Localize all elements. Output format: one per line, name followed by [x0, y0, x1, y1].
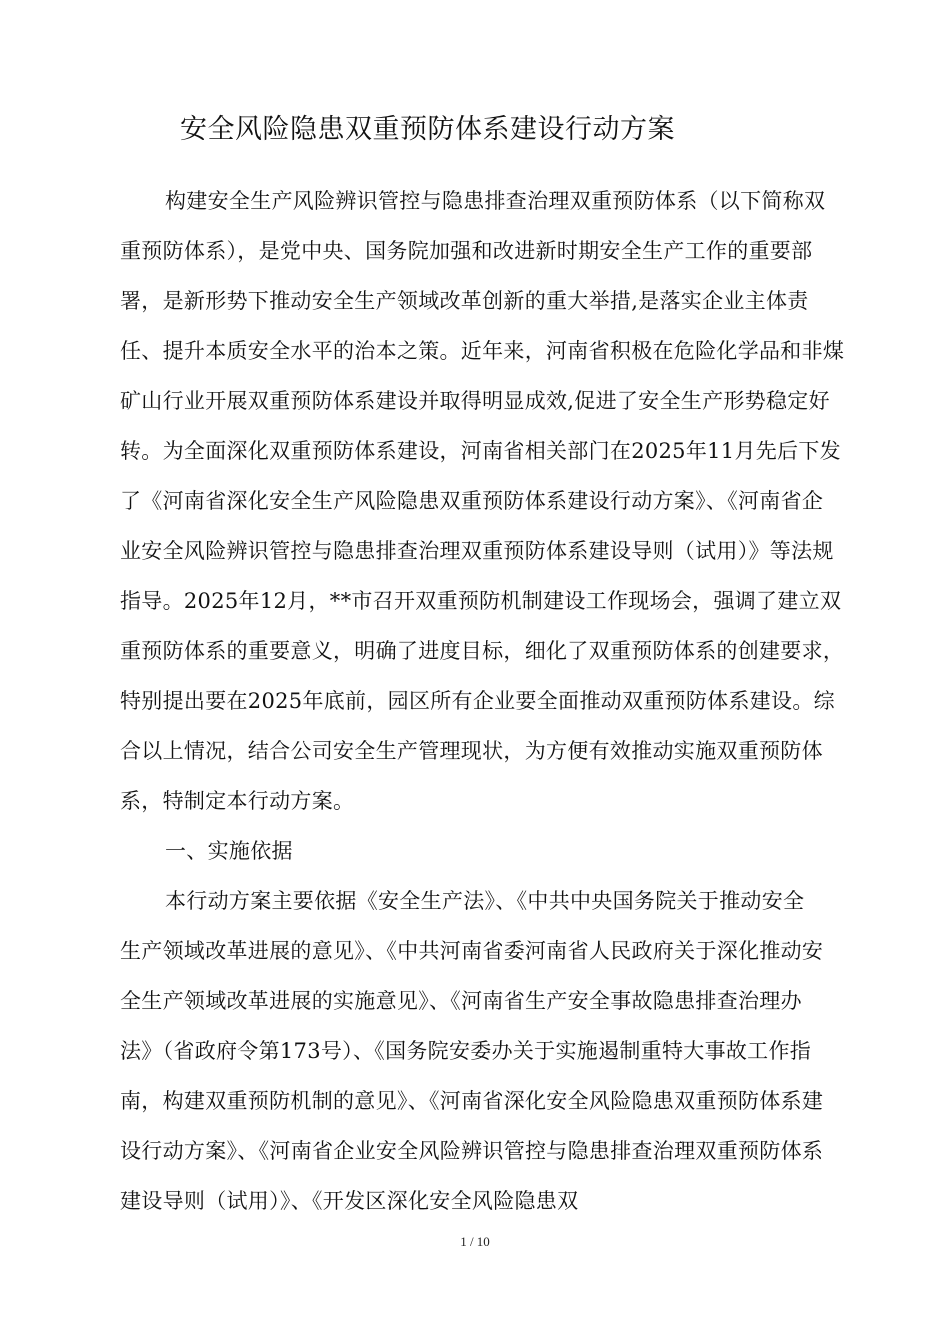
paragraph-line: 建设导则（试用）》、《开发区深化安全风险隐患双	[120, 1189, 579, 1213]
paragraph-line: 南，构建双重预防机制的意见》、《河南省深化安全风险隐患双重预防体系建	[120, 1089, 824, 1113]
section-heading: 一、实施依据	[165, 839, 293, 863]
paragraph-line: 全生产领域改革进展的实施意见》、《河南省生产安全事故隐患排查治理办	[120, 989, 802, 1013]
paragraph-line: 指导。2025年12月，**市召开双重预防机制建设工作现场会，强调了建立双	[120, 589, 842, 613]
paragraph-line: 署，是新形势下推动安全生产领域改革创新的重大举措,是落实企业主体责	[120, 289, 809, 313]
page-number: 1 / 10	[460, 1234, 490, 1249]
document-title: 安全风险隐患双重预防体系建设行动方案	[180, 114, 675, 145]
paragraph-line: 矿山行业开展双重预防体系建设并取得明显成效,促进了安全生产形势稳定好	[120, 389, 830, 413]
paragraph-line: 构建安全生产风险辨识管控与隐患排查治理双重预防体系（以下简称双	[165, 189, 826, 213]
paragraph-line: 重预防体系的重要意义，明确了进度目标，细化了双重预防体系的创建要求，	[120, 639, 845, 663]
paragraph-line: 了《河南省深化安全生产风险隐患双重预防体系建设行动方案》、《河南省企	[120, 489, 824, 513]
paragraph-line: 转。为全面深化双重预防体系建设，河南省相关部门在2025年11月先后下发	[120, 439, 841, 463]
paragraph-line: 合以上情况，结合公司安全生产管理现状，为方便有效推动实施双重预防体	[120, 739, 823, 763]
paragraph-line: 法》（省政府令第173号）、《国务院安委办关于实施遏制重特大事故工作指	[120, 1039, 812, 1063]
paragraph-line: 本行动方案主要依据《安全生产法》、《中共中央国务院关于推动安全	[165, 889, 805, 913]
paragraph-line: 业安全风险辨识管控与隐患排查治理双重预防体系建设导则（试用）》等法规	[120, 539, 834, 563]
paragraph-line: 任、提升本质安全水平的治本之策。近年来，河南省积极在危险化学品和非煤	[120, 339, 845, 363]
paragraph-line: 生产领域改革进展的意见》、《中共河南省委河南省人民政府关于深化推动安	[120, 939, 824, 963]
paragraph-line: 重预防体系），是党中央、国务院加强和改进新时期安全生产工作的重要部	[120, 239, 813, 263]
paragraph-line: 特别提出要在2025年底前，园区所有企业要全面推动双重预防体系建设。综	[120, 689, 835, 713]
paragraph-line: 系，特制定本行动方案。	[120, 789, 355, 813]
paragraph-line: 设行动方案》、《河南省企业安全风险辨识管控与隐患排查治理双重预防体系	[120, 1139, 824, 1163]
